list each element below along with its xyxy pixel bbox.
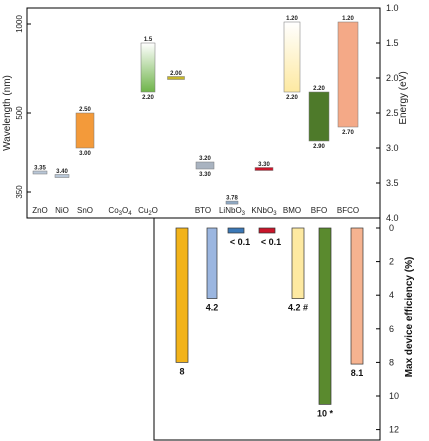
bandgap-label: 3.40: [56, 169, 68, 175]
bandgap-bar-bto: [196, 162, 214, 169]
right-tick-label: 3.5: [386, 178, 399, 188]
efficiency-label: 4.2: [205, 302, 219, 313]
bandgap-label: 3.78: [226, 195, 238, 202]
bandgap-label-bottom: 2.70: [342, 130, 354, 136]
bandgap-label-top: 2.20: [313, 86, 325, 92]
efficiency-label: 10 *: [316, 408, 334, 419]
efficiency-bar-bto: [207, 228, 217, 299]
bandgap-label-bottom: 2.20: [142, 95, 154, 101]
bottom-axis-title: Max device efficiency (%): [404, 256, 415, 378]
material-label-sno: SnO: [76, 206, 94, 215]
efficiency-bar-cu2o: [176, 228, 188, 362]
efficiency-label: < 0.1: [229, 237, 251, 247]
efficiency-bar-bmo: [292, 228, 304, 299]
bandgap-label-top: 1.20: [286, 16, 298, 22]
bandgap-label: 2.00: [170, 71, 182, 77]
efficiency-tick-label: 2: [389, 256, 395, 267]
material-label-bto: BTO: [194, 206, 212, 215]
bandgap-label-top: 1.5: [143, 37, 153, 43]
bandgap-label: 3.35: [34, 165, 46, 172]
efficiency-label: < 0.1: [260, 237, 282, 247]
efficiency-label: 8.1: [350, 368, 364, 379]
bandgap-bar-sno: [76, 113, 94, 148]
efficiency-bar-bfo: [319, 228, 331, 404]
bandgap-label-top: 2.50: [79, 107, 91, 113]
right-tick-label: 2.0: [386, 73, 399, 83]
efficiency-label: 4.2 #: [287, 302, 309, 313]
right-tick-label: 3.0: [386, 143, 399, 153]
right-tick-label: 4.0: [386, 213, 399, 223]
bandgap-label-bottom: 2.90: [313, 144, 325, 150]
bandgap-label-bottom: 3.30: [199, 172, 211, 178]
left-tick-label: 1000: [15, 15, 24, 33]
bandgap-bar-bfco: [338, 22, 358, 127]
bandgap-label-top: 3.20: [199, 156, 211, 162]
right-tick-label: 1.0: [386, 3, 399, 13]
efficiency-label: 8: [179, 366, 185, 377]
efficiency-tick-label: 6: [389, 323, 395, 334]
left-tick-label: 500: [15, 106, 24, 120]
material-label-cu2o: $Cu_2O$: [138, 206, 158, 217]
efficiency-bar-linbo3: [228, 228, 244, 233]
left-axis-title: Wavelength (nm): [2, 75, 13, 151]
efficiency-tick-label: 12: [389, 424, 400, 435]
efficiency-bar-knbo3: [259, 228, 275, 233]
efficiency-tick-label: 8: [389, 357, 395, 368]
material-label-linbo3: LiNbO$_3$: [218, 206, 246, 217]
bandgap-label: 3.30: [258, 162, 270, 168]
efficiency-tick-label: 4: [389, 290, 395, 301]
efficiency-bar-bfco: [351, 228, 363, 364]
left-tick-label: 350: [15, 185, 24, 199]
right-tick-label: 2.5: [386, 108, 399, 118]
efficiency-tick-label: 0: [389, 223, 395, 233]
bandgap-label-top: 1.20: [342, 16, 354, 22]
bandgap-bar-bmo: [284, 22, 300, 92]
material-label-co3o4: $Co_3O_4$: [108, 206, 132, 217]
material-label-knbo3: KNbO$_3$: [251, 206, 277, 217]
bandgap-label-bottom: 2.20: [286, 95, 298, 101]
right-tick-label: 1.5: [386, 38, 399, 48]
efficiency-tick-label: 10: [389, 391, 400, 401]
bandgap-label-bottom: 3.00: [79, 151, 91, 157]
material-label-bfco: BFCO: [336, 206, 360, 215]
material-label-zno: ZnO: [32, 206, 48, 215]
bandgap-bar-bfo: [309, 92, 329, 141]
right-axis-title: Energy (eV): [398, 71, 409, 125]
material-label-bmo: BMO: [282, 206, 302, 215]
material-label-nio: NiO: [55, 206, 69, 215]
bandgap-bar-co3o4: [141, 43, 155, 92]
material-label-bfo: BFO: [310, 206, 328, 215]
